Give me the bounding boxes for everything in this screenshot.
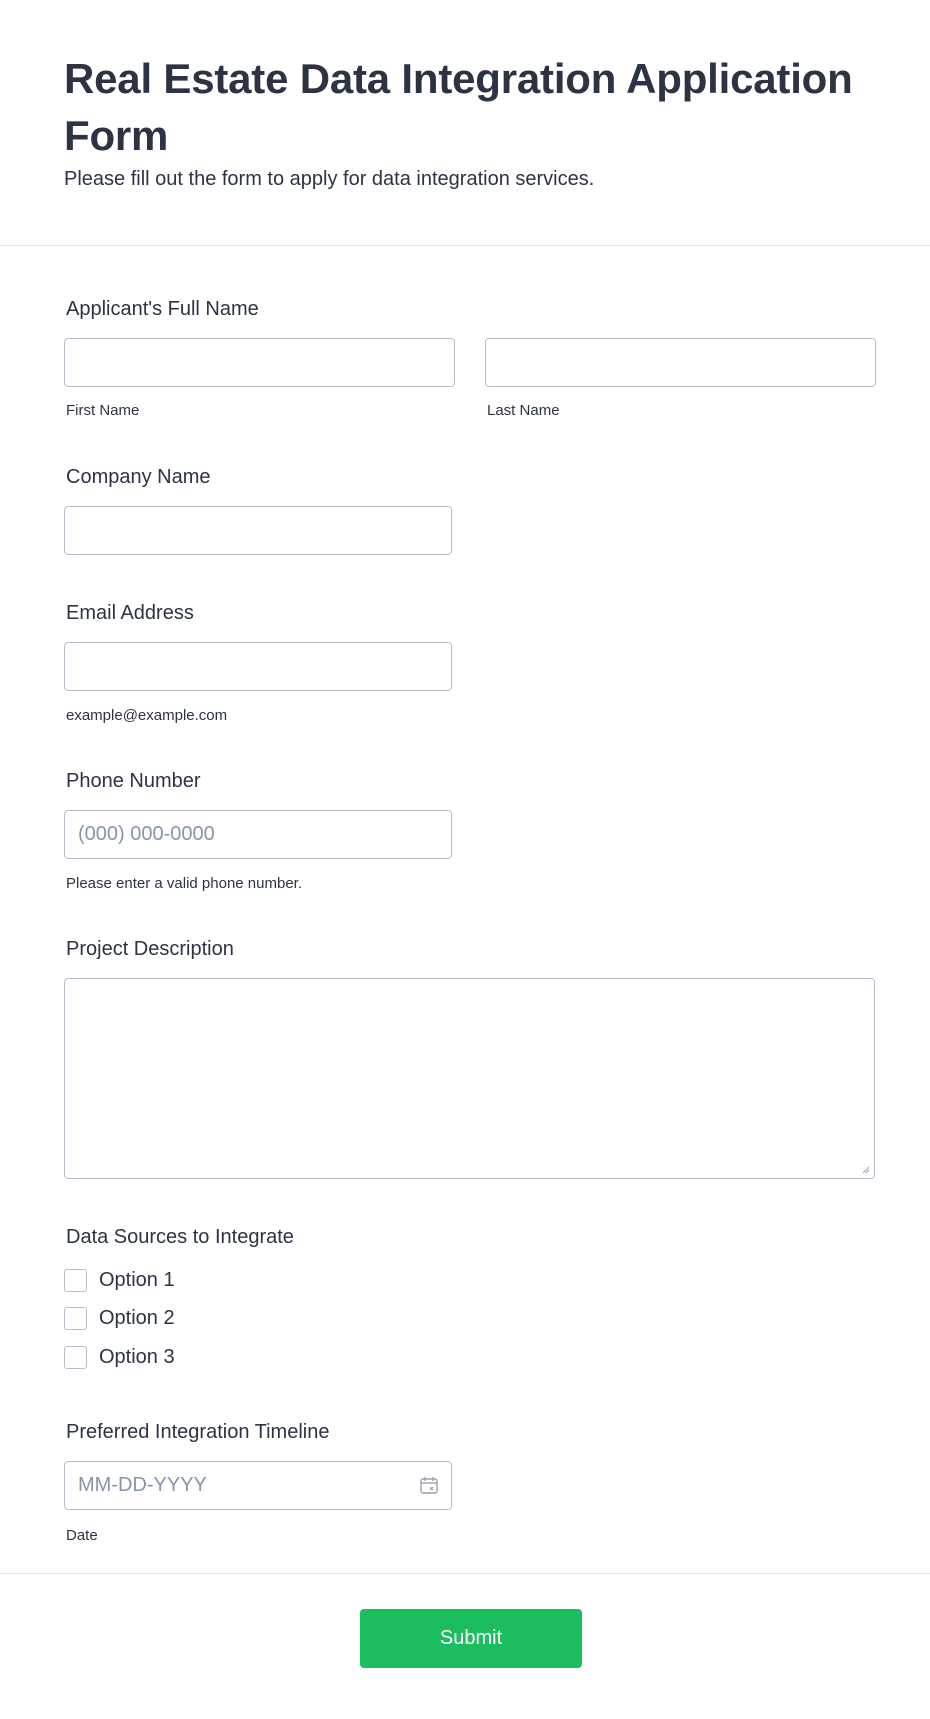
form-subtitle: Please fill out the form to apply for data integration services. <box>64 168 595 190</box>
form-header <box>0 0 930 246</box>
company-name-input[interactable] <box>64 506 452 555</box>
form-title: Real Estate Data Integration Application Form <box>64 55 853 159</box>
option-label: Option 3 <box>99 1345 175 1368</box>
checkbox[interactable] <box>64 1346 87 1369</box>
phone-label: Phone Number <box>66 770 201 792</box>
email-label: Email Address <box>66 602 194 624</box>
company-name-label: Company Name <box>66 466 211 488</box>
option-label: Option 1 <box>99 1268 175 1291</box>
data-source-option-1[interactable] <box>64 1267 175 1293</box>
project-description-label: Project Description <box>66 938 234 960</box>
timeline-date-input[interactable] <box>64 1461 452 1510</box>
data-source-option-2[interactable] <box>64 1305 175 1331</box>
footer-divider <box>0 1573 930 1574</box>
email-input[interactable] <box>64 642 452 691</box>
first-name-sublabel: First Name <box>66 402 140 419</box>
email-sublabel: example@example.com <box>66 707 228 724</box>
project-description-textarea[interactable] <box>64 978 875 1179</box>
first-name-input[interactable] <box>64 338 455 387</box>
full-name-label: Applicant's Full Name <box>66 298 259 320</box>
last-name-input[interactable] <box>485 338 876 387</box>
date-placeholder: MM-DD-YYYY <box>78 1474 207 1496</box>
phone-input[interactable] <box>64 810 452 859</box>
option-label: Option 2 <box>99 1306 175 1329</box>
phone-placeholder: (000) 000-0000 <box>78 823 215 845</box>
submit-button[interactable]: Submit <box>360 1609 582 1668</box>
phone-sublabel: Please enter a valid phone number. <box>66 875 302 892</box>
data-source-option-3[interactable] <box>64 1344 175 1370</box>
checkbox[interactable] <box>64 1307 87 1330</box>
resize-grip-icon[interactable] <box>862 1166 870 1174</box>
calendar-icon[interactable] <box>419 1475 439 1495</box>
timeline-label: Preferred Integration Timeline <box>66 1421 330 1443</box>
date-sublabel: Date <box>66 1527 98 1544</box>
data-sources-label: Data Sources to Integrate <box>66 1226 294 1248</box>
checkbox[interactable] <box>64 1269 87 1292</box>
last-name-sublabel: Last Name <box>487 402 560 419</box>
